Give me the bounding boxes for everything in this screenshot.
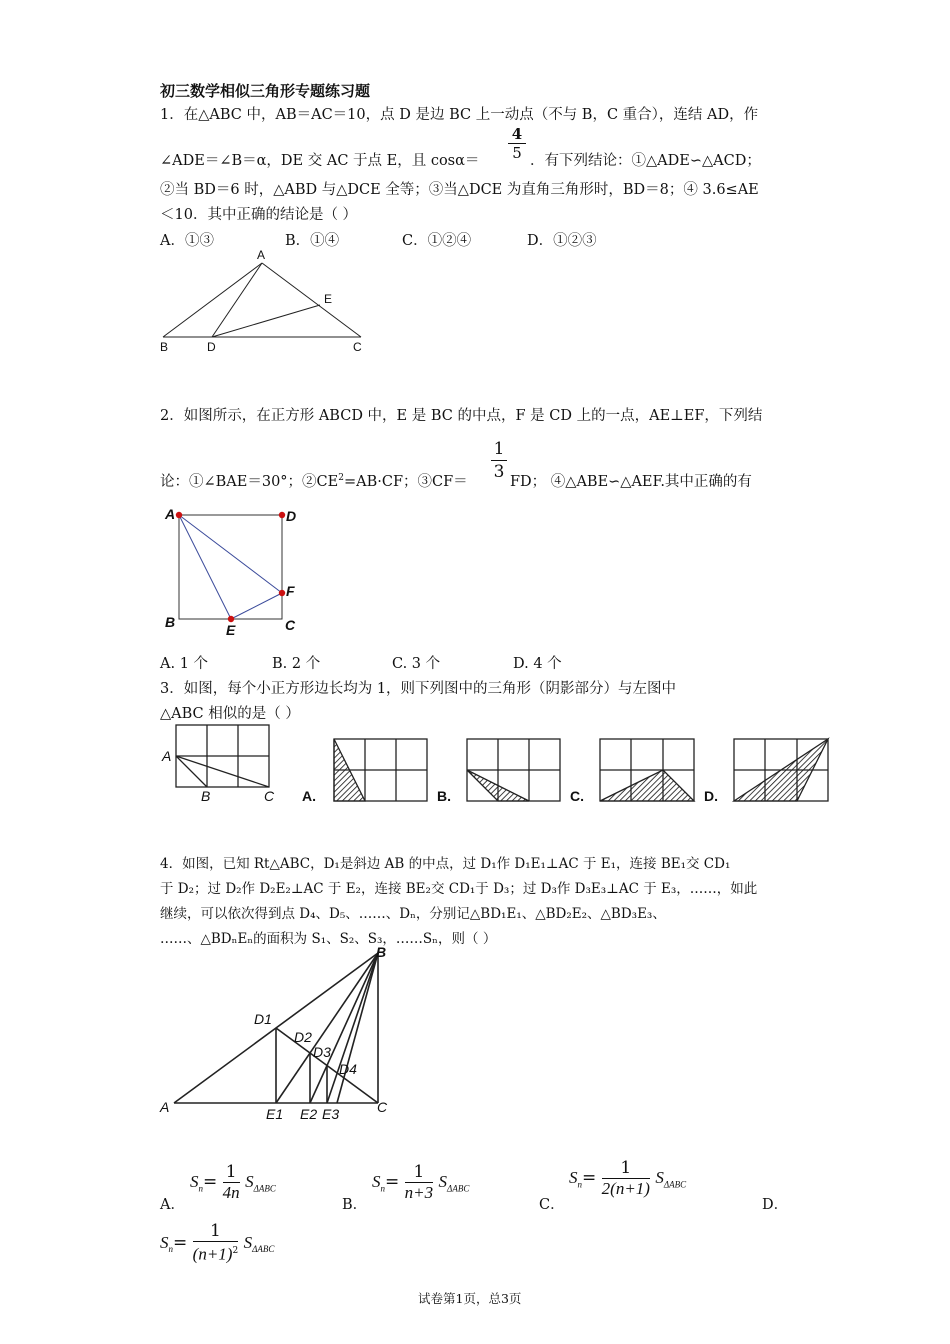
q4-c-rhs: S bbox=[655, 1168, 664, 1187]
q1-label-b: B bbox=[160, 340, 169, 354]
q4-line4: ……、△BDₙEₙ的面积为 S₁、S₂、S₃，……Sₙ，则（ ） bbox=[160, 931, 497, 947]
q4-c-lhs: S bbox=[569, 1168, 578, 1187]
q4-option-a-formula[interactable]: $S_n=$ $\frac{1}{4n}$ $S_{\Delta ABC}$ bbox=[190, 1162, 276, 1202]
q3-label-b: B bbox=[201, 788, 211, 804]
q4-a-rhs: S bbox=[245, 1172, 254, 1191]
q4-b-lhs: S bbox=[372, 1172, 381, 1191]
q4-option-c-formula[interactable]: $S_n=$ $\frac{1}{2(n+1)}$ $S_{\Delta ABC}$ bbox=[569, 1158, 687, 1198]
q4-label-a: A bbox=[160, 1099, 170, 1115]
q4-b-sub: n bbox=[380, 1183, 385, 1194]
q1-label-d: D bbox=[207, 340, 216, 354]
q4-c-num: 1 bbox=[602, 1159, 650, 1179]
q1-line2b: ．有下列结论：①△ADE∽△ACD； bbox=[530, 153, 761, 169]
q4-label-d4: D4 bbox=[339, 1061, 357, 1077]
q4-b-num: 1 bbox=[405, 1163, 433, 1183]
q2-label-f: F bbox=[286, 583, 295, 599]
q4-label-e1: E1 bbox=[266, 1106, 284, 1122]
q4-option-d-formula[interactable]: $S_n=$ $\frac{1}{(n+1)^2}$ $S_{\Delta ABC}$ bbox=[160, 1221, 275, 1264]
q2-line2c: FD； ④△ABE∽△AEF.其中正确的有 bbox=[510, 474, 752, 490]
q4-label-e2: E2 bbox=[300, 1106, 318, 1122]
page-footer: 试卷第1页，总3页 bbox=[418, 1291, 522, 1306]
q1-frac-den: 5 bbox=[512, 144, 522, 162]
q4-label-b: B bbox=[376, 944, 387, 960]
q4-a-den: 4n bbox=[222, 1183, 240, 1202]
q4-line3: 继续，可以依次得到点 D₄、D₅、……、Dₙ，分别记△BD₁E₁、△BD₂E₂、△BD₃E₃、 bbox=[160, 906, 666, 922]
q4-line1: 4．如图，已知 Rt△ABC，D₁是斜边 AB 的中点，过 D₁作 D₁E₁⊥AC 于 E₁，连接 BE₁交 CD₁ bbox=[160, 856, 731, 872]
q1-frac-num: 4 bbox=[508, 125, 526, 144]
q2-label-b: B bbox=[165, 614, 176, 630]
q4-d-sub: n bbox=[168, 1244, 173, 1255]
q2-label-c: C bbox=[285, 617, 296, 633]
q2-frac-den: 3 bbox=[493, 462, 505, 482]
q2-label-e: E bbox=[226, 622, 236, 638]
q2-option-c[interactable]: C. 3 个 bbox=[392, 656, 441, 672]
q2-sup2: 2 bbox=[338, 473, 344, 484]
q2-label-d: D bbox=[286, 508, 297, 524]
q1-option-c[interactable]: C．①②④ bbox=[402, 233, 472, 249]
q4-a-sub: n bbox=[198, 1183, 203, 1194]
q2-option-b[interactable]: B. 2 个 bbox=[272, 656, 321, 672]
q1-label-c: C bbox=[353, 340, 362, 354]
q2-line2b-text: =AB·CF；③CF＝ bbox=[343, 474, 468, 490]
q4-d-lhs: S bbox=[160, 1232, 169, 1252]
q2-frac-num: 1 bbox=[491, 438, 507, 461]
q4-line2: 于 D₂；过 D₂作 D₂E₂⊥AC 于 E₂，连接 BE₂交 CD₁于 D₃；过 D₃作 D₃E₃⊥AC 于 E₃，……，如此 bbox=[160, 881, 758, 897]
q1-label-e: E bbox=[324, 292, 333, 306]
q4-a-lhs: S bbox=[190, 1172, 199, 1191]
q4-d-den: (n+1) bbox=[192, 1244, 233, 1264]
q3-line2: △ABC 相似的是（ ） bbox=[160, 706, 300, 722]
q2-line2a-text: 论：①∠BAE＝30°；②CE bbox=[160, 474, 339, 490]
q1-label-a: A bbox=[257, 248, 266, 262]
q4-a-num: 1 bbox=[223, 1163, 240, 1183]
page-title: 初三数学相似三角形专题练习题 bbox=[160, 82, 371, 100]
q4-label-d2: D2 bbox=[294, 1029, 312, 1045]
q3-label-a: A bbox=[162, 748, 172, 764]
q4-b-rhs: S bbox=[438, 1172, 448, 1191]
q1-option-b[interactable]: B．①④ bbox=[285, 233, 340, 249]
q3-line1: 3．如图，每个小正方形边长均为 1，则下列图中的三角形（阴影部分）与左图中 bbox=[160, 681, 677, 697]
q4-option-d-label[interactable]: D． bbox=[762, 1197, 789, 1213]
q4-label-e3: E3 bbox=[322, 1106, 340, 1122]
q4-label-c: C bbox=[377, 1099, 388, 1115]
q2-option-d[interactable]: D. 4 个 bbox=[513, 656, 562, 672]
q4-d-densup: 2 bbox=[232, 1246, 239, 1256]
q1-line2a: ∠ADE＝∠B＝α，DE 交 AC 于点 E，且 cosα＝ bbox=[160, 153, 480, 169]
q4-option-b-formula[interactable]: $S_n=$ $\frac{1}{n+3}$ $S_{\Delta ABC}$ bbox=[372, 1162, 470, 1202]
q4-b-den: n+3 bbox=[404, 1183, 434, 1202]
q2-line1: 2．如图所示，在正方形 ABCD 中，E 是 BC 的中点，F 是 CD 上的一点，AE⊥EF，下列结 bbox=[160, 408, 763, 424]
q1-line4: ＜10．其中正确的结论是（ ） bbox=[160, 207, 358, 223]
q2-option-a[interactable]: A. 1 个 bbox=[160, 656, 209, 672]
q4-option-a-label[interactable]: A． bbox=[160, 1197, 185, 1213]
q4-c-den: 2(n+1) bbox=[601, 1179, 650, 1198]
q1-option-d[interactable]: D．①②③ bbox=[527, 233, 597, 249]
q4-b-rsub: ΔABC bbox=[447, 1183, 470, 1194]
q4-d-rsub: ΔABC bbox=[252, 1244, 275, 1255]
q4-label-d3: D3 bbox=[313, 1044, 331, 1060]
q4-c-rsub: ΔABC bbox=[663, 1179, 687, 1190]
q1-line1: 1．在△ABC 中，AB＝AC＝10，点 D 是边 BC 上一动点（不与 B，C 重合），连结 AD，作 bbox=[160, 107, 759, 123]
q4-d-rhs: S bbox=[243, 1232, 253, 1252]
q3-option-d-label[interactable]: D. bbox=[704, 788, 718, 804]
q4-a-rsub: ΔABC bbox=[253, 1183, 276, 1194]
q4-option-c-label[interactable]: C． bbox=[539, 1197, 565, 1213]
q4-label-d1: D1 bbox=[254, 1011, 272, 1027]
q3-option-b-label[interactable]: B. bbox=[437, 788, 451, 804]
q1-line3: ②当 BD＝6 时，△ABD 与△DCE 全等；③当△DCE 为直角三角形时，BD＝8；④ 3.6≤AE bbox=[160, 182, 759, 198]
q1-option-a[interactable]: A．①③ bbox=[160, 233, 214, 249]
q3-option-c-label[interactable]: C. bbox=[570, 788, 584, 804]
q4-option-b-label[interactable]: B． bbox=[342, 1197, 368, 1213]
q3-label-c: C bbox=[264, 788, 275, 804]
q4-c-sub: n bbox=[577, 1179, 582, 1190]
q2-label-a: A bbox=[165, 506, 176, 522]
q3-option-a-label[interactable]: A. bbox=[302, 788, 316, 804]
q4-d-num: 1 bbox=[193, 1222, 239, 1242]
